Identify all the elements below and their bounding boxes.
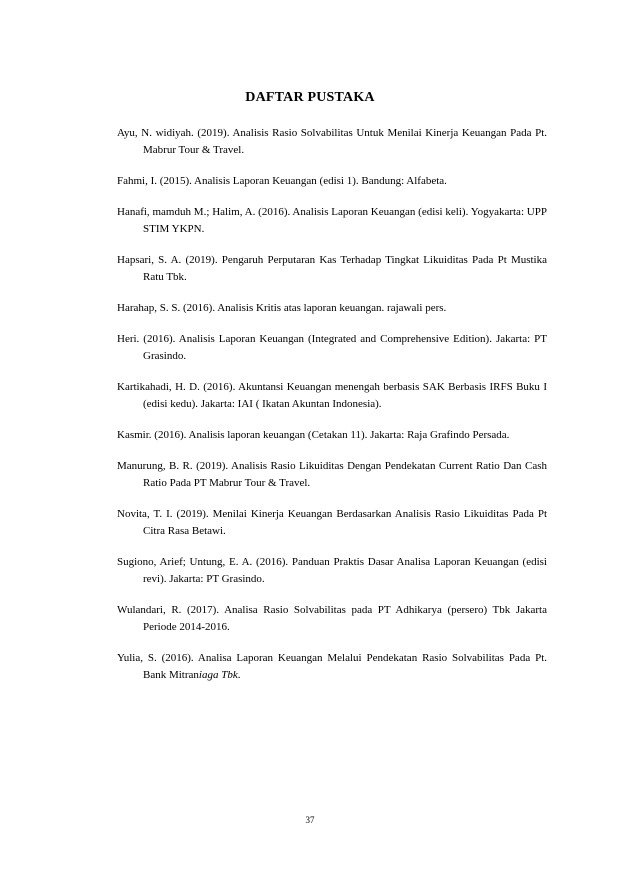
reference-item: Harahap, S. S. (2016). Analisis Kritis atas laporan keuangan. rajawali pers. — [117, 302, 447, 314]
reference-item: Hapsari, S. A. (2019). Pengaruh Perputaran Kas Terhadap Tingkat Likuiditas Pada Pt Mustika Ratu Tbk. — [117, 254, 547, 283]
reference-text-end: . — [237, 669, 241, 681]
reference-text-plain: Yulia, S. (2016). Analisa Laporan Keuangan Melalui Pendekatan Rasio Solvabilitas Pada Pt. Bank Mitran — [117, 652, 547, 681]
reference-item: Ayu, N. widiyah. (2019). Analisis Rasio Solvabilitas Untuk Menilai Kinerja Keuangan Pada Pt. Mabrur Tour & Travel. — [117, 127, 547, 156]
page-number: 37 — [305, 815, 315, 825]
reference-text-italic: iaga Tbk — [198, 669, 238, 681]
reference-item-last — [117, 650, 547, 684]
reference-item: Wulandari, R. (2017). Analisa Rasio Solvabilitas pada PT Adhikarya (persero) Tbk Jakarta Periode 2014-2016. — [117, 604, 547, 633]
reference-item: Kasmir. (2016). Analisis laporan keuangan (Cetakan 11). Jakarta: Raja Grafindo Persada. — [117, 429, 510, 441]
reference-item: Hanafi, mamduh M.; Halim, A. (2016). Analisis Laporan Keuangan (edisi keli). Yogyakarta: UPP STIM YKPN. — [117, 206, 547, 235]
page-title: DAFTAR PUSTAKA — [245, 90, 375, 105]
reference-item: Novita, T. I. (2019). Menilai Kinerja Keuangan Berdasarkan Analisis Rasio Likuiditas Pada Pt Citra Rasa Betawi. — [117, 508, 547, 537]
reference-item: Fahmi, I. (2015). Analisis Laporan Keuangan (edisi 1). Bandung: Alfabeta. — [117, 175, 447, 187]
reference-item: Manurung, B. R. (2019). Analisis Rasio Likuiditas Dengan Pendekatan Current Ratio Dan Cash Ratio Pada PT Mabrur Tour & Travel. — [117, 460, 547, 489]
reference-list — [117, 125, 547, 698]
reference-item: Kartikahadi, H. D. (2016). Akuntansi Keuangan menengah berbasis SAK Berbasis IRFS Buku I (edisi kedu). Jakarta: IAI ( Ikatan Akuntan Indonesia). — [117, 381, 547, 410]
reference-item: Sugiono, Arief; Untung, E. A. (2016). Panduan Praktis Dasar Analisa Laporan Keuangan (edisi revi). Jakarta: PT Grasindo. — [117, 556, 547, 585]
reference-item: Heri. (2016). Analisis Laporan Keuangan (Integrated and Comprehensive Edition). Jakarta: PT Grasindo. — [117, 333, 547, 362]
